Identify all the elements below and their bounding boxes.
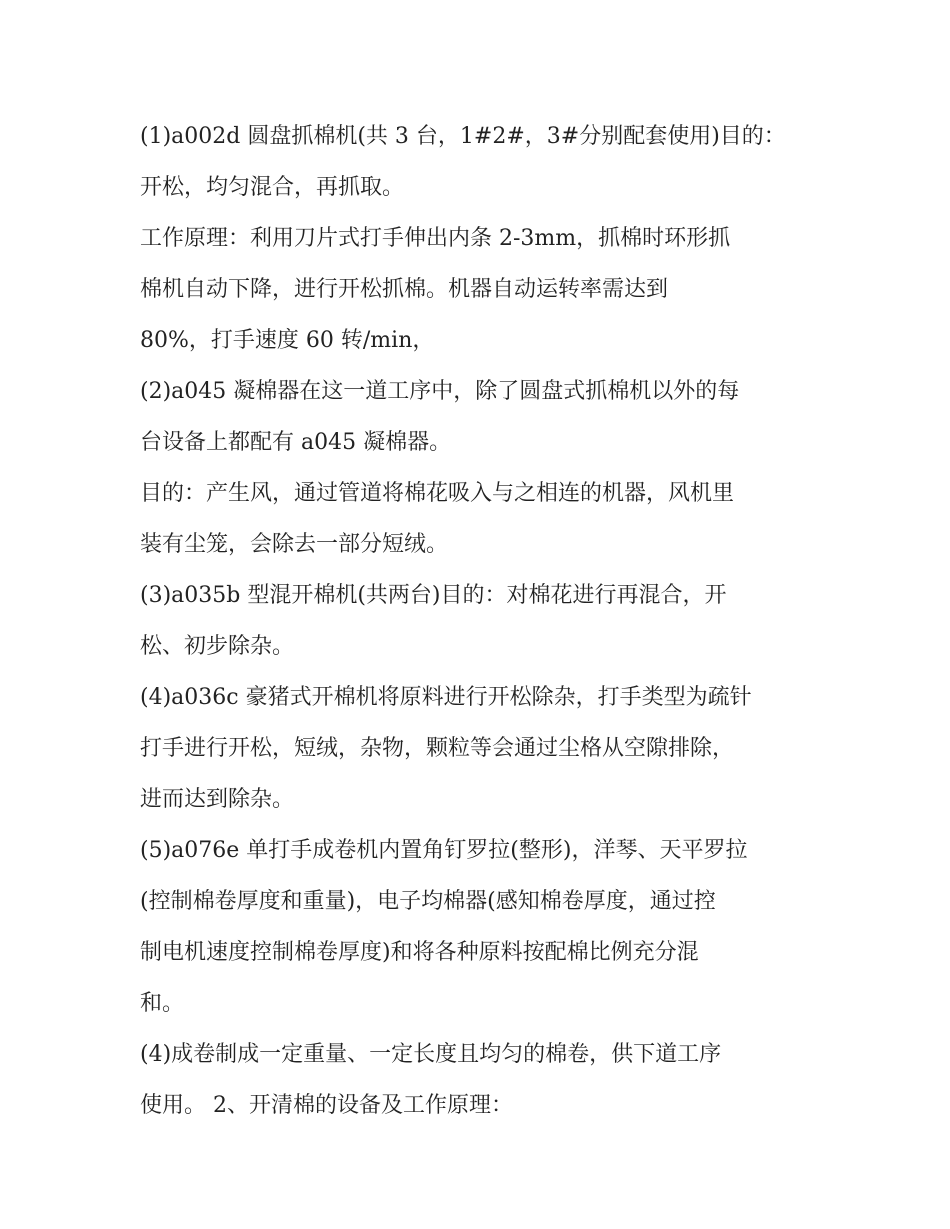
text-line: (4)成卷制成一定重量、一定长度且均匀的棉卷，供下道工序: [140, 1042, 722, 1067]
text-line: 进而达到除杂。: [140, 787, 295, 812]
text-line: 使用。 2、开清棉的设备及工作原理：: [140, 1093, 513, 1118]
text-line: (控制棉卷厚度和重量)，电子均棉器(感知棉卷厚度，通过控: [140, 889, 716, 914]
text-line: 台设备上都配有 a045 凝棉器。: [140, 430, 452, 455]
text-line: 装有尘笼，会除去一部分短绒。: [140, 532, 449, 557]
text-line: (2)a045 凝棉器在这一道工序中，除了圆盘式抓棉机以外的每: [140, 379, 740, 404]
text-line: (1)a002d 圆盘抓棉机(共 3 台，1#2#，3#分别配套使用)目的：: [140, 124, 786, 149]
text-line: 制电机速度控制棉卷厚度)和将各种原料按配棉比例充分混: [140, 940, 699, 965]
text-line: (5)a076e 单打手成卷机内置角钉罗拉(整形)，洋琴、天平罗拉: [140, 838, 748, 863]
text-line: 和。: [140, 991, 185, 1016]
text-line: (3)a035b 型混开棉机(共两台)目的：对棉花进行再混合，开: [140, 583, 727, 608]
text-line: 棉机自动下降，进行开松抓棉。机器自动运转率需达到: [140, 277, 669, 302]
text-line: 目的：产生风，通过管道将棉花吸入与之相连的机器，风机里: [140, 481, 735, 506]
text-line: 工作原理：利用刀片式打手伸出内条 2-3mm，抓棉时环形抓: [140, 226, 731, 251]
text-line: 打手进行开松，短绒，杂物，颗粒等会通过尘格从空隙排除，: [140, 736, 735, 761]
text-line: 80%，打手速度 60 转/min，: [140, 328, 435, 353]
text-line: 松、初步除杂。: [140, 634, 295, 659]
text-line: 开松，均匀混合，再抓取。: [140, 175, 405, 200]
body-text: [140, 111, 820, 1131]
text-line: (4)a036c 豪猪式开棉机将原料进行开松除杂，打手类型为疏针: [140, 685, 752, 710]
